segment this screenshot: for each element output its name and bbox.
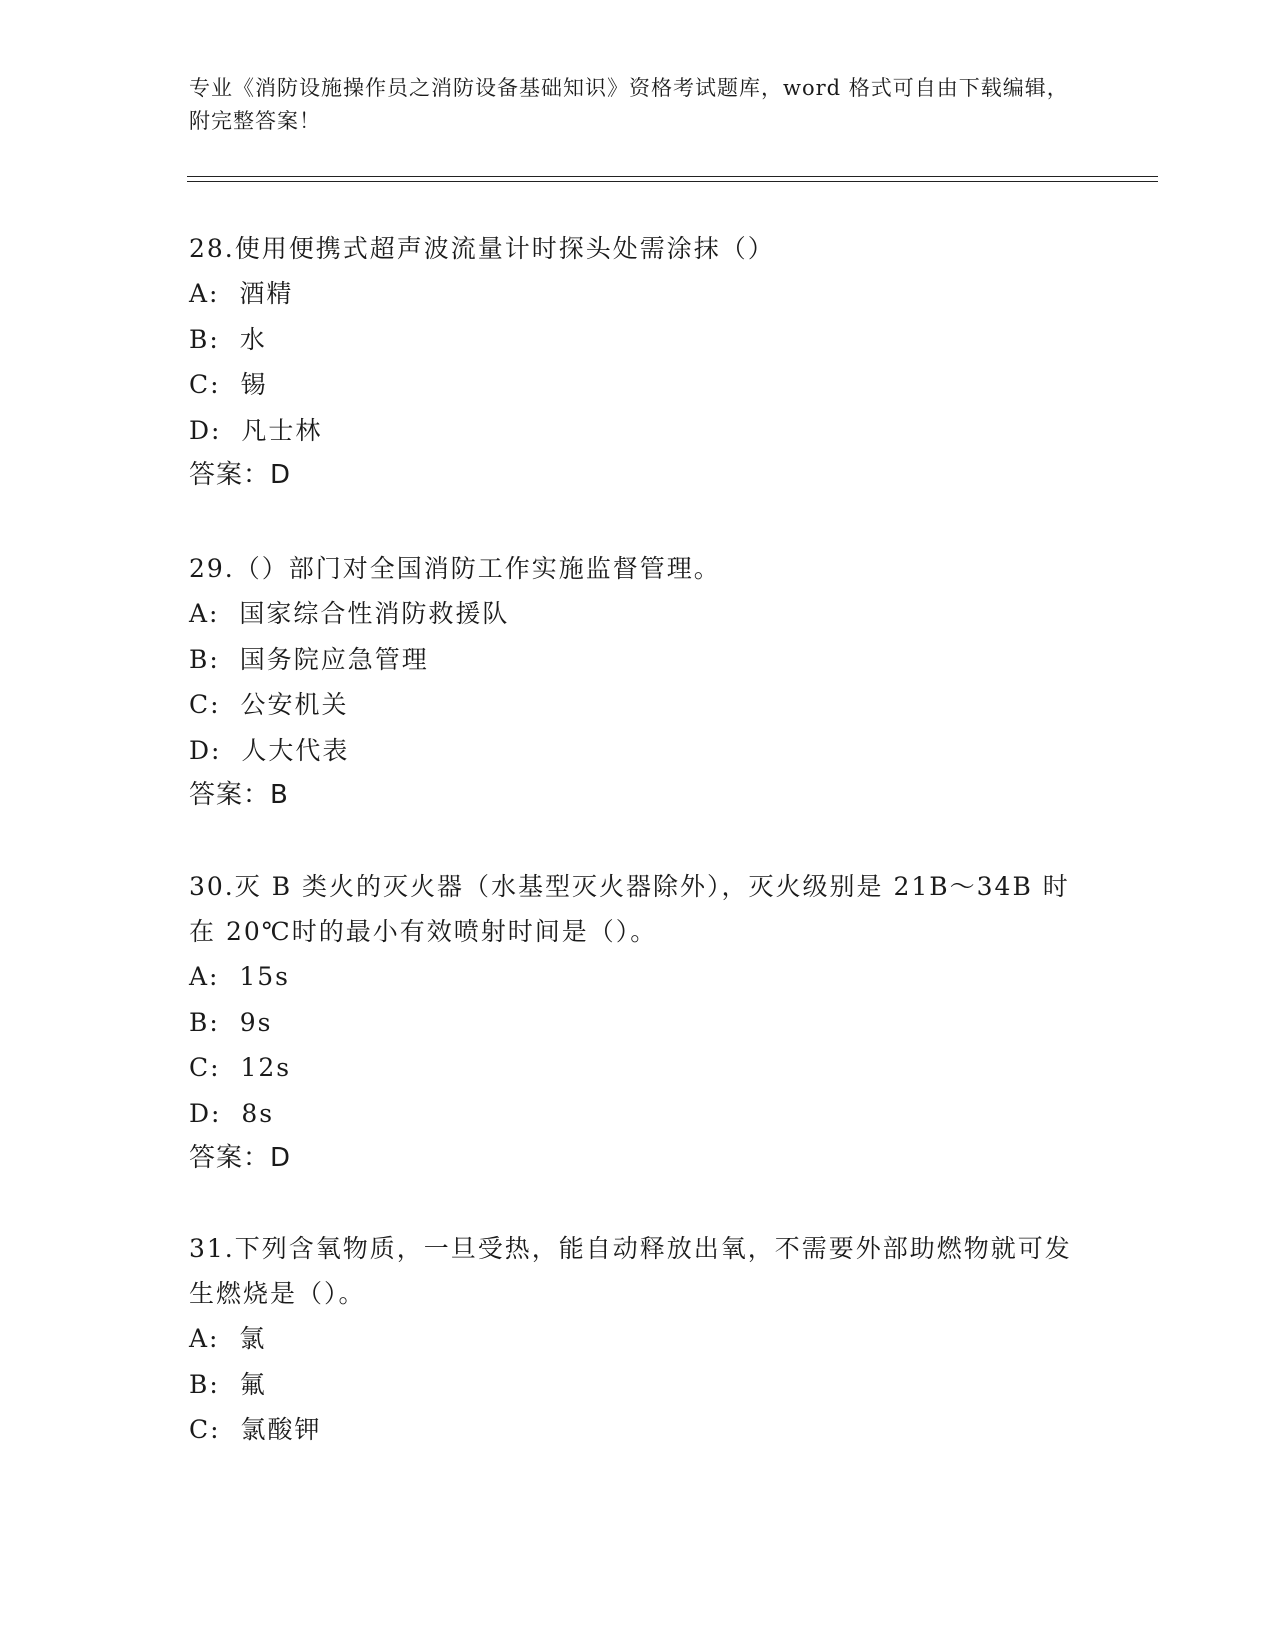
- answer: 答案：D: [189, 460, 292, 490]
- option-a: A: 国家综合性消防救援队: [189, 599, 510, 628]
- question-29: [189, 546, 1089, 819]
- answer: 答案：D: [189, 1143, 292, 1173]
- option-c: C: 锡: [189, 370, 268, 399]
- header-divider-top: [187, 176, 1158, 177]
- option-d: D: 凡士林: [189, 415, 323, 445]
- option-d: D: 8s: [189, 1098, 275, 1128]
- question-30: [189, 864, 1089, 1182]
- option-c: C: 12s: [189, 1053, 292, 1082]
- question-28: [189, 226, 1089, 499]
- question-stem: 28.使用便携式超声波流量计时探头处需涂抹（）: [189, 234, 775, 263]
- question-stem: 30.灭 B 类火的灭火器（水基型灭火器除外），灭火级别是 21B～34B 时在 20℃时的最小有效喷射时间是（）。: [189, 872, 1070, 946]
- document-header: 专业《消防设施操作员之消防设备基础知识》资格考试题库，word 格式可自由下载编辑，附完整答案！: [189, 76, 1069, 133]
- answer: 答案：B: [189, 780, 289, 810]
- option-a: A: 氯: [189, 1324, 267, 1353]
- option-a: A: 15s: [189, 962, 291, 991]
- option-c: C: 氯酸钾: [189, 1415, 322, 1444]
- question-stem: 29.（）部门对全国消防工作实施监督管理。: [189, 554, 721, 583]
- option-b: B: 水: [189, 324, 267, 354]
- option-c: C: 公安机关: [189, 690, 349, 719]
- header-divider-bottom: [187, 181, 1158, 182]
- option-b: B: 国务院应急管理: [189, 644, 429, 674]
- option-d: D: 人大代表: [189, 735, 350, 765]
- question-31: [189, 1226, 1089, 1453]
- option-a: A: 酒精: [189, 279, 294, 308]
- option-b: B: 9s: [189, 1007, 273, 1037]
- option-b: B: 氟: [189, 1369, 267, 1399]
- question-stem: 31.下列含氧物质，一旦受热，能自动释放出氧，不需要外部助燃物就可发生燃烧是（）。: [189, 1234, 1072, 1308]
